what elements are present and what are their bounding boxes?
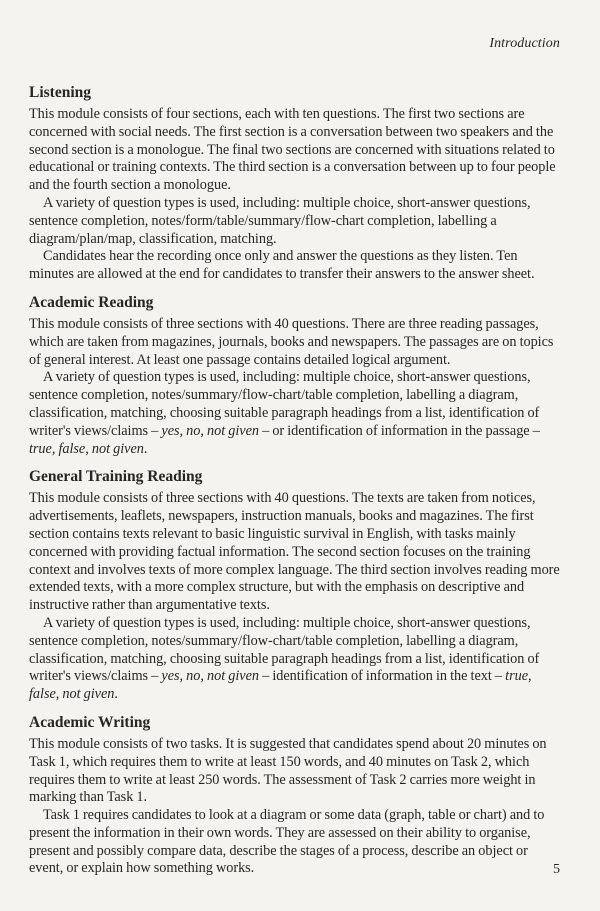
text-run: – identification of information in the text – xyxy=(258,668,506,685)
section-academic-reading xyxy=(29,293,564,458)
text-run: . xyxy=(143,440,148,457)
paragraph: This module consists of two tasks. It is suggested that candidates spend about 20 minutes on Task 1, which requires them to write at least 150 words, and 40 minutes on Task 2, which requires them to write at least 250 words. The assessment of Task 2 carries more weight in marking than Task 1. xyxy=(29,735,547,806)
section-academic-writing xyxy=(29,713,564,878)
text-run: – or identification of information in the passage – xyxy=(258,422,540,439)
section-heading: General Training Reading xyxy=(29,468,203,486)
section-heading: Listening xyxy=(29,84,92,101)
italic-answer-options: yes, no, not given xyxy=(161,668,259,685)
italic-answer-options: true, false, not given xyxy=(29,440,144,457)
paragraph: Candidates hear the recording once only and answer the questions as they listen. Ten minutes are allowed at the end for candidates to transfer their answers to the answer sheet. xyxy=(29,248,535,283)
page-number: 5 xyxy=(553,862,560,877)
paragraph: A variety of question types is used, including: multiple choice, short-answer questions, sentence completion, notes/form/table/summary/flow-chart completion, labelling a diagram/plan/map, classification, matching. xyxy=(29,194,531,247)
paragraph: Task 1 requires candidates to look at a diagram or some data (graph, table or chart) and to present the information in their own words. They are assessed on their ability to organise, present and possibly compare data, describe the stages of a process, describe an object or event, or explain how something works. xyxy=(29,807,545,877)
page-content xyxy=(29,83,564,887)
paragraph: This module consists of three sections with 40 questions. There are three reading passages, which are taken from magazines, journals, books and newspapers. The passages are on topics of general interest. At least one passage contains detailed logical argument. xyxy=(29,315,554,368)
text-run: A variety of question types is used, including: multiple choice, short-answer questions, sentence completion, notes/summary/flow-chart/table completion, labelling a diagram, classification, matching, choosing suitable paragraph headings from a list, identification of writer's views/claims – xyxy=(29,369,540,439)
paragraph: This module consists of four sections, each with ten questions. The first two sections are concerned with social needs. The first section is a conversation between two speakers and the second section is a monologue. The final two sections are concerned with situations related to educational or training contexts. The third section is a conversation between up to four people and the fourth section a monologue. xyxy=(29,106,556,194)
section-heading: Academic Writing xyxy=(29,713,151,731)
italic-answer-options: yes, no, not given xyxy=(161,422,259,439)
section-general-training-reading xyxy=(29,467,564,704)
text-run: A variety of question types is used, including: multiple choice, short-answer questions, sentence completion, notes/summary/flow-chart/table completion, labelling a diagram, classification, matching, choosing suitable paragraph headings from a list, identification of writer's views/claims – xyxy=(29,614,540,685)
section-heading: Academic Reading xyxy=(29,293,154,311)
section-listening xyxy=(29,83,564,284)
paragraph: This module consists of three sections with 40 questions. The texts are taken from notices, advertisements, leaflets, newspapers, instruction manuals, books and magazines. The first section contains texts relevant to basic linguistic survival in English, with tasks mainly concerned with providing factual information. The second section focuses on the training context and involves texts of more complex language. The third section involves reading more extended texts, with a more complex structure, but with the emphasis on descriptive and instructive rather than argumentative texts. xyxy=(29,490,560,614)
italic-answer-options: true, false, not given xyxy=(29,668,532,703)
paragraph xyxy=(29,369,564,458)
paragraph xyxy=(29,615,564,704)
running-head: Introduction xyxy=(489,36,560,51)
text-run: . xyxy=(114,686,118,703)
